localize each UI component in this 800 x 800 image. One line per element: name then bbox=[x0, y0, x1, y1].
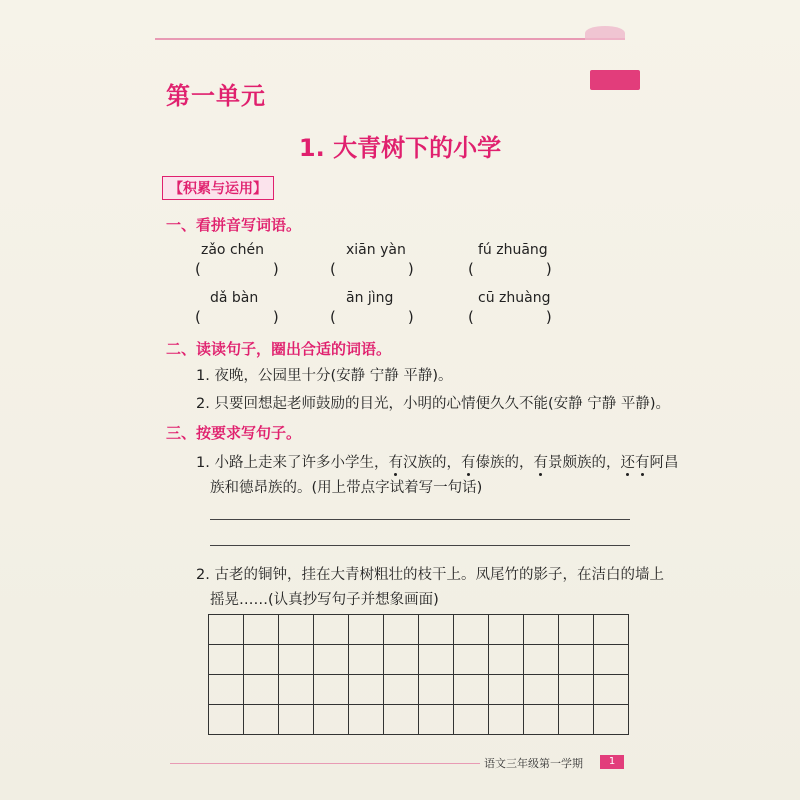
answer-box[interactable]: ( ) bbox=[330, 308, 414, 326]
page-number: 1 bbox=[600, 755, 624, 769]
answer-box[interactable]: ( ) bbox=[195, 260, 279, 278]
pinyin-zaochen: zǎo chén bbox=[201, 242, 264, 258]
question-3-item-1-line-1: 1. 小路上走来了许多小学生，有汉族的，有傣族的，有景颇族的，还有阿昌 bbox=[196, 451, 678, 472]
question-1-heading: 一、看拼音写词语。 bbox=[166, 216, 302, 234]
pinyin-xianyan: xiān yàn bbox=[346, 242, 406, 258]
unit-title: 第一单元 bbox=[166, 82, 266, 110]
question-3-item-1-line-2: 族和德昂族的。(用上带点字试着写一句话) bbox=[210, 480, 483, 496]
pinyin-fuzhuang: fú zhuāng bbox=[478, 242, 548, 258]
top-decoration bbox=[585, 26, 625, 40]
question-2-item-1: 1. 夜晚，公园里十分(安静 宁静 平静)。 bbox=[196, 368, 453, 384]
footer-text: 语文三年级第一学期 bbox=[484, 757, 583, 770]
question-2-heading: 二、读读句子，圈出合适的词语。 bbox=[166, 340, 392, 358]
top-rule bbox=[155, 38, 625, 40]
pinyin-cuzhuang: cū zhuàng bbox=[478, 290, 551, 306]
writing-line[interactable] bbox=[210, 519, 630, 520]
answer-box[interactable]: ( ) bbox=[195, 308, 279, 326]
question-3-item-2-line-1: 2. 古老的铜钟，挂在大青树粗壮的枝干上。凤尾竹的影子，在洁白的墙上 bbox=[196, 567, 664, 583]
question-3-item-2-line-2: 摇晃……(认真抄写句子并想象画面) bbox=[210, 592, 439, 608]
writing-line[interactable] bbox=[210, 545, 630, 546]
answer-box[interactable]: ( ) bbox=[330, 260, 414, 278]
answer-box[interactable]: ( ) bbox=[468, 260, 552, 278]
pinyin-daban: dǎ bàn bbox=[210, 290, 259, 306]
section-tag: 【积累与运用】 bbox=[162, 176, 274, 200]
lesson-title: 1. 大青树下的小学 bbox=[298, 134, 502, 162]
question-2-item-2: 2. 只要回想起老师鼓励的目光，小明的心情便久久不能(安静 宁静 平静)。 bbox=[196, 396, 670, 412]
pinyin-anjing: ān jìng bbox=[346, 290, 394, 306]
question-3-heading: 三、按要求写句子。 bbox=[166, 424, 302, 442]
writing-grid[interactable] bbox=[208, 614, 629, 735]
answer-box[interactable]: ( ) bbox=[468, 308, 552, 326]
footer-rule bbox=[170, 763, 480, 764]
corner-tag bbox=[590, 70, 640, 90]
